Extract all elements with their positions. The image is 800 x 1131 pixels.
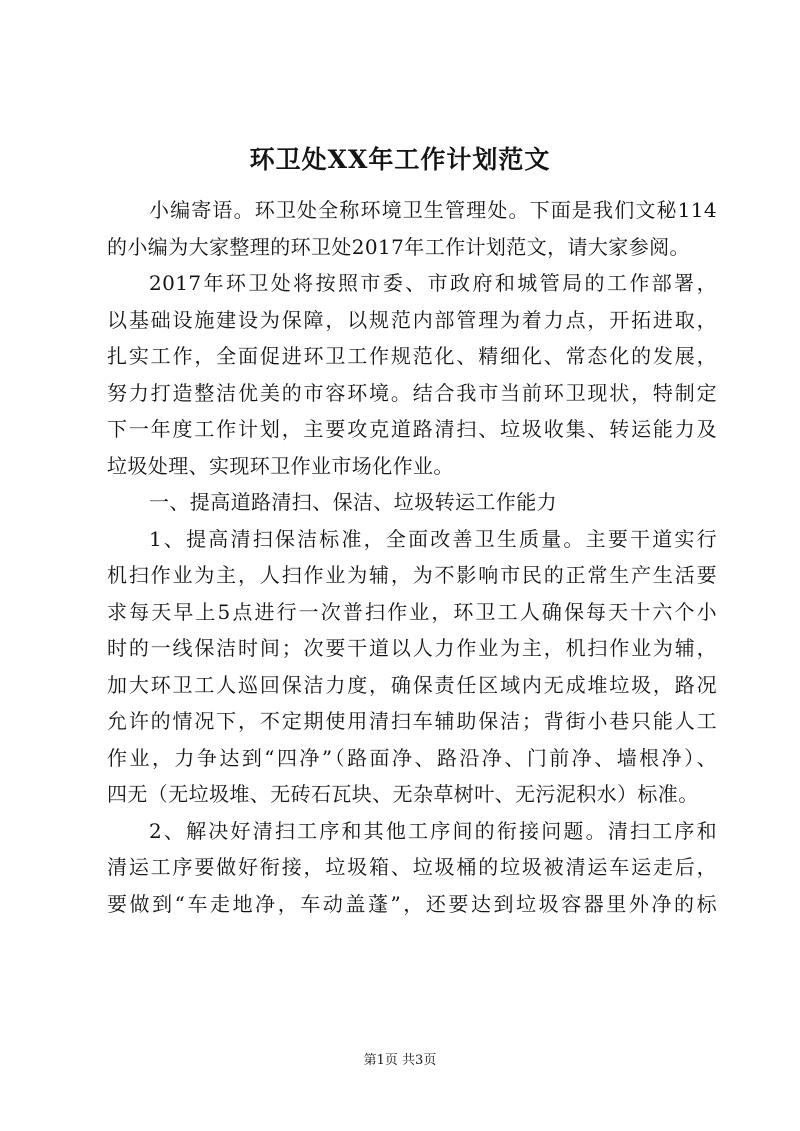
text-line: 垃圾处理、实现环卫作业市场化作业。	[107, 453, 454, 478]
text-line: 1、提高清扫保洁标准，全面改善卫生质量。主要干道实行	[149, 526, 717, 551]
text-line: 机扫作业为主，人扫作业为辅，为不影响市民的正常生产生活要	[107, 563, 717, 587]
text-line: 努力打造整洁优美的市容环境。结合我市当前环卫现状，特制定	[107, 380, 717, 405]
document-body	[107, 192, 717, 922]
text-line: 时的一线保洁时间；次要干道以人力作业为主，机扫作业为辅，	[107, 636, 717, 660]
text-line: 的小编为大家整理的环卫处2017年工作计划范文，请大家参阅。	[107, 234, 690, 259]
text-line: 允许的情况下，不定期使用清扫车辅助保洁；背街小巷只能人工	[107, 709, 717, 733]
text-line: 以基础设施建设为保障，以规范内部管理为着力点，开拓进取，	[107, 307, 717, 332]
text-line: 清运工序要做好衔接，垃圾箱、垃圾桶的垃圾被清运车运走后，	[107, 855, 717, 879]
text-line: 扎实工作，全面促进环卫工作规范化、精细化、常态化的发展，	[107, 344, 717, 368]
text-line: 四无（无垃圾堆、无砖石瓦块、无杂草树叶、无污泥积水）标准。	[107, 782, 699, 806]
text-line: 2017年环卫处将按照市委、市政府和城管局的工作部署，	[149, 271, 717, 295]
text-line: 一、提高道路清扫、保洁、垃圾转运工作能力	[149, 490, 557, 514]
document-title: 环卫处XX年工作计划范文	[249, 145, 551, 174]
text-line: 加大环卫工人巡回保洁力度，确保责任区域内无成堆垃圾，路况	[107, 672, 717, 697]
text-line: 2、解决好清扫工序和其他工序间的衔接问题。清扫工序和	[149, 818, 717, 843]
text-line: 作业，力争达到“四净”（路面净、路沿净、门前净、墙根净）、	[107, 745, 717, 770]
text-line: 求每天早上5点进行一次普扫作业，环卫工人确保每天十六个小	[107, 599, 717, 624]
text-line: 要做到“车走地净，车动盖蓬”，还要达到垃圾容器里外净的标	[107, 891, 717, 916]
text-line: 小编寄语。环卫处全称环境卫生管理处。下面是我们文秘114	[149, 198, 717, 222]
text-line: 下一年度工作计划，主要攻克道路清扫、垃圾收集、转运能力及	[107, 417, 717, 441]
page-footer: 第1页 共3页	[363, 1053, 437, 1068]
